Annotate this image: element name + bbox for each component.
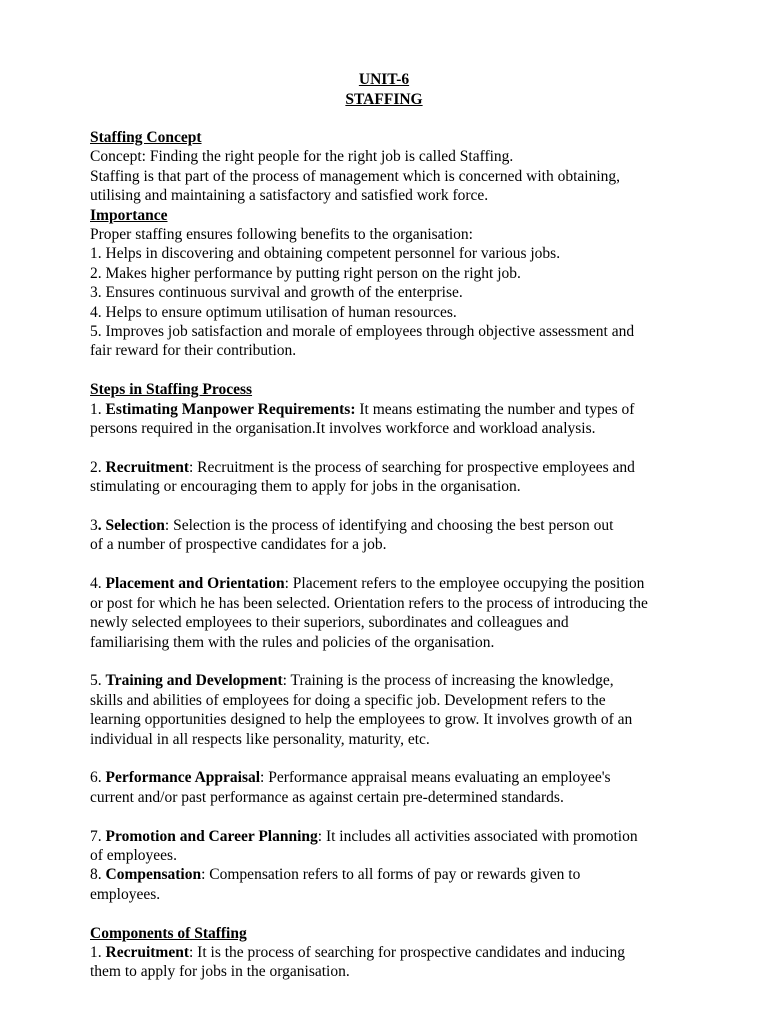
staffing-concept-heading: Staffing Concept: [90, 129, 202, 146]
importance-heading: Importance: [90, 206, 168, 224]
step-2: 2. Recruitment: Recruitment is the process of searching for prospective employees and: [90, 458, 635, 476]
concept-line: Staffing is that part of the process of management which is concerned with obtaining,: [90, 167, 621, 185]
importance-intro: Proper staffing ensures following benefits to the organisation:: [90, 226, 473, 244]
document-body: [90, 128, 690, 982]
step-6-cont: current and/or past performance as against certain pre-determined standards.: [90, 788, 564, 806]
components-heading: Components of Staffing: [90, 924, 247, 942]
step-4-cont: familiarising them with the rules and policies of the organisation.: [90, 633, 495, 651]
importance-item: 2. Makes higher performance by putting right person on the right job.: [90, 264, 521, 282]
unit-heading: UNIT-6: [358, 71, 410, 88]
step-8-cont: employees.: [90, 885, 161, 903]
step-5-cont: learning opportunities designed to help the employees to grow. It involves growth of an: [90, 711, 633, 729]
step-8: 8. Compensation: Compensation refers to all forms of pay or rewards given to: [90, 866, 581, 884]
step-2-cont: stimulating or encouraging them to apply for jobs in the organisation.: [90, 478, 521, 496]
steps-heading: Steps in Staffing Process: [90, 381, 253, 399]
component-1: 1. Recruitment: It is the process of searching for prospective candidates and inducing: [90, 943, 626, 961]
component-1-cont: them to apply for jobs in the organisation.: [90, 963, 350, 981]
step-1-cont: persons required in the organisation.It involves workforce and workload analysis.: [90, 420, 596, 438]
step-5-cont: individual in all respects like personality, maturity, etc.: [90, 730, 430, 748]
page-title: STAFFING: [345, 91, 423, 108]
step-5: 5. Training and Development: Training is the process of increasing the knowledge,: [90, 672, 614, 690]
importance-item: fair reward for their contribution.: [90, 342, 297, 360]
step-1: 1. Estimating Manpower Requirements: It means estimating the number and types of: [90, 400, 635, 418]
importance-item: 5. Improves job satisfaction and morale of employees through objective assessment and: [90, 323, 635, 341]
step-4-cont: newly selected employees to their superiors, subordinates and colleagues and: [90, 614, 569, 632]
step-6: 6. Performance Appraisal: Performance appraisal means evaluating an employee's: [90, 769, 611, 787]
importance-item: 4. Helps to ensure optimum utilisation of human resources.: [90, 303, 457, 321]
step-7: 7. Promotion and Career Planning: It includes all activities associated with promotion: [90, 827, 638, 845]
step-3-cont: of a number of prospective candidates for a job.: [90, 536, 387, 554]
importance-item: 3. Ensures continuous survival and growth of the enterprise.: [90, 284, 463, 302]
concept-line: Concept: Finding the right people for the right job is called Staffing.: [90, 148, 514, 166]
step-4: 4. Placement and Orientation: Placement refers to the employee occupying the position: [90, 575, 645, 593]
step-7-cont: of employees.: [90, 846, 177, 864]
importance-item: 1. Helps in discovering and obtaining competent personnel for various jobs.: [90, 245, 561, 263]
concept-line: utilising and maintaining a satisfactory and satisfied work force.: [90, 187, 489, 205]
step-5-cont: skills and abilities of employees for doing a specific job. Development refers to the: [90, 691, 606, 709]
step-3: 3. Selection: Selection is the process of identifying and choosing the best person out: [90, 517, 614, 535]
step-4-cont: or post for which he has been selected. Orientation refers to the process of introducing the: [90, 594, 648, 612]
